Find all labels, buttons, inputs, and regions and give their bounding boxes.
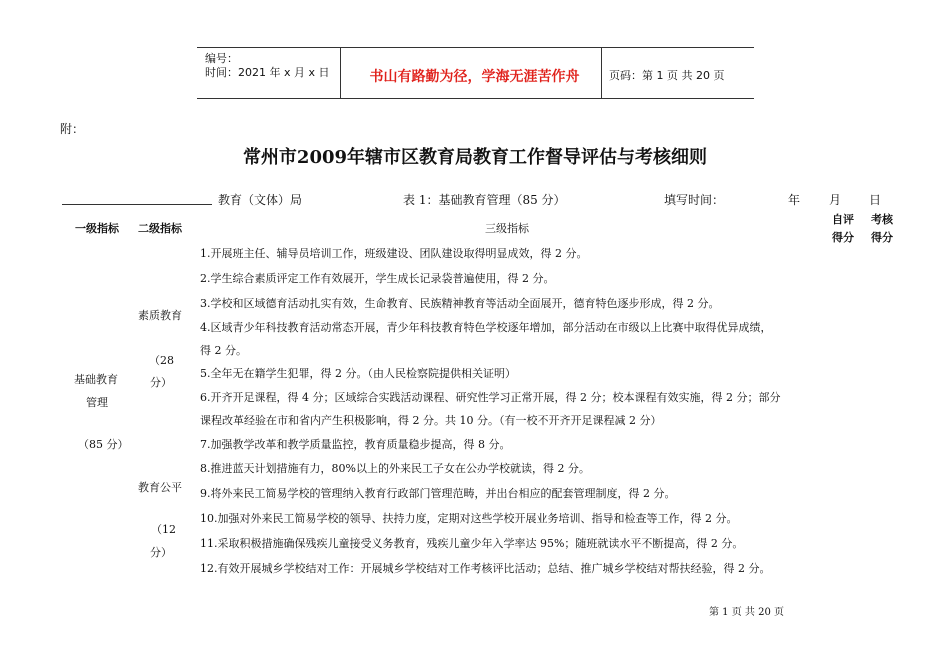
item-line: 5.全年无在籍学生犯罪，得 2 分。（由人民检察院提供相关证明）: [200, 367, 516, 380]
page-header: [197, 47, 754, 99]
header-slogan: 书山有路勤为径，学海无涯苦作舟: [369, 69, 580, 85]
col-self-2: 得分: [832, 231, 854, 244]
header-page-label: 页码：第 1 页 共 20 页: [609, 69, 725, 82]
year-label: 年: [788, 193, 801, 207]
item-line: 课程改革经验在市和省内产生积极影响，得 2 分。共 10 分。（有一校不开齐开足课程减 2 分）: [200, 414, 662, 427]
item-line: 得 2 分。: [200, 344, 247, 357]
month-label: 月: [829, 193, 842, 207]
level1-score: （85 分）: [78, 438, 129, 451]
bureau-blank-underline: [62, 204, 212, 205]
col-level1: 一级指标: [75, 222, 119, 235]
item-line: 2.学生综合素质评定工作有效展开，学生成长记录袋普遍使用，得 2 分。: [200, 272, 555, 285]
date-label: 时间：2021 年 x 月 x 日: [205, 66, 330, 79]
item-line: 4.区域青少年科技教育活动常态开展，青少年科技教育特色学校逐年增加，部分活动在市级以上比赛中取得优异成绩，: [200, 321, 772, 334]
col-level3: 三级指标: [485, 222, 529, 235]
col-exam-2: 得分: [871, 231, 893, 244]
level2-name: 教育公平: [138, 481, 182, 494]
level1-name-2: 管理: [86, 396, 108, 409]
item-line: 7.加强教学改革和教学质量监控，教育质量稳步提高，得 8 分。: [200, 438, 511, 451]
level2-score: （28: [149, 354, 174, 367]
level1-name-1: 基础教育: [74, 373, 118, 386]
item-line: 6.开齐开足课程，得 4 分；区域综合实践活动课程、研究性学习正常开展，得 2 分；校本课程有效实施，得 2 分；部分: [200, 391, 781, 404]
item-line: 1.开展班主任、辅导员培训工作，班级建设、团队建设取得明显成效，得 2 分。: [200, 247, 588, 260]
col-self-1: 自评: [832, 213, 854, 226]
fill-time-label: 填写时间：: [664, 193, 725, 207]
level2-score: 分）: [150, 376, 172, 389]
item-line: 8.推进蓝天计划措施有力，80%以上的外来民工子女在公办学校就读，得 2 分。: [200, 462, 590, 475]
attachment-label: 附：: [60, 122, 85, 136]
level2-name: 素质教育: [138, 309, 182, 322]
page-title: 常州市2009年辖市区教育局教育工作督导评估与考核细则: [242, 147, 708, 168]
level2-score: （12: [151, 523, 176, 536]
bureau-label: 教育（文体）局: [218, 193, 303, 207]
day-label: 日: [869, 193, 882, 207]
number-label: 编号：: [205, 52, 238, 65]
header-divider: [340, 48, 341, 98]
item-line: 3.学校和区域德育活动扎实有效，生命教育、民族精神教育等活动全面展开，德育特色逐步形成，得 2 分。: [200, 297, 720, 310]
col-level2: 二级指标: [138, 222, 182, 235]
table-label: 表 1：基础教育管理（85 分）: [403, 193, 566, 207]
item-line: 9.将外来民工简易学校的管理纳入教育行政部门管理范畴，并出台相应的配套管理制度，得 2 分。: [200, 487, 676, 500]
item-line: 11.采取积极措施确保残疾儿童接受义务教育，残疾儿童少年入学率达 95%；随班就读水平不断提高，得 2 分。: [200, 537, 744, 550]
page-footer: 第 1 页 共 20 页: [709, 607, 784, 618]
level2-score: 分）: [150, 546, 172, 559]
col-exam-1: 考核: [871, 213, 893, 226]
item-line: 10.加强对外来民工简易学校的领导、扶持力度，定期对这些学校开展业务培训、指导和检查等工作，得 2 分。: [200, 512, 738, 525]
item-line: 12.有效开展城乡学校结对工作：开展城乡学校结对工作考核评比活动；总结、推广城乡学校结对帮扶经验，得 2 分。: [200, 562, 771, 575]
header-meta: [205, 52, 330, 80]
